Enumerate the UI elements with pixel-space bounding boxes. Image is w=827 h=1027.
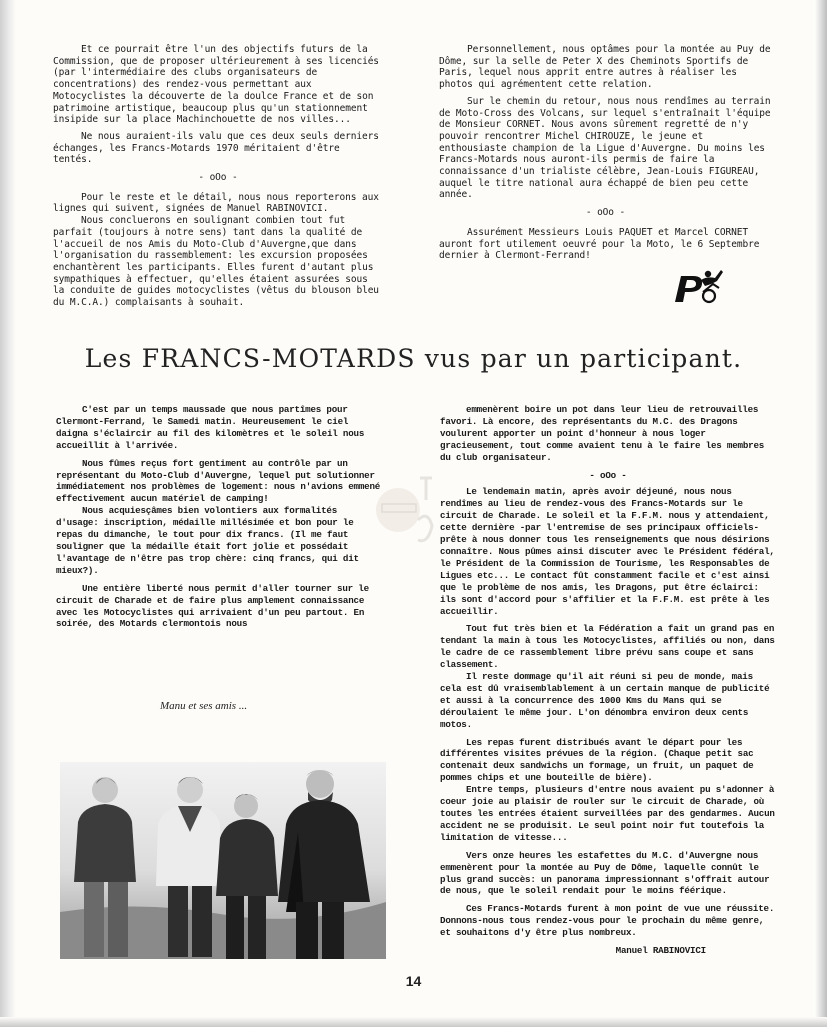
page-number: 14: [405, 973, 422, 989]
paragraph: Nous acquiesçâmes bien volontiers aux formalités d'usage: inscription, médaille millésimée et bon pour le repas du dimanche, le tout pour dix francs. (Il me faut souligner que la médaille était fort jolie et possédait l'avantage de n'être pas trop chère: cinq francs, qui dit mieux?).: [56, 505, 359, 576]
paragraph: Tout fut très bien et la Fédération a fait un grand pas en tendant la main à tous les Motocyclistes, affiliés ou non, dans le cadre de ce rassemblement libre prévu sans coupe et sans classement.: [440, 623, 775, 671]
paragraph: Entre temps, plusieurs d'entre nous avaient pu s'adonner à coeur joie au plaisir de rouler sur le circuit de Charade, où toutes les entrées étaient surveillées par des gendarmes. Aucun accident ne se produisit. Le seul point noir fut toutefois la limitation de vitesse...: [440, 784, 775, 843]
bottom-right-column: [440, 404, 776, 963]
paragraph: Ces Francs-Motards furent à mon point de vue une réussite. Donnons-nous tous rendez-vous pour le prochain du même genre, et souhaitons d'y être plus nombreux.: [440, 903, 775, 939]
paragraph: emmenèrent boire un pot dans leur lieu de retrouvailles favori. Là encore, des représentants du M.C. des Dragons voulurent apporter un point d'honneur à nous loger gracieusement, tout comme avaient tenu à le faire les membres du club organisateur.: [440, 404, 765, 463]
page-edge-shadow-left: [0, 0, 16, 1027]
paragraph: C'est par un temps maussade que nous partîmes pour Clermont-Ferrand, le Samedi matin. Heureusement le ciel daigna s'éclaircir au fil des kilomètres et le soleil nous accueillit à l'arrivée.: [56, 404, 365, 451]
paragraph: Il reste dommage qu'il ait réuni si peu de monde, mais cela est dû vraisemblablement à un certain manque de publicité et aussi à la concurrence des 1000 Kms du Mans qui se déroulaient le même jour. L'on dénombra environ deux cents motos.: [440, 671, 770, 730]
top-right-column: [439, 44, 772, 267]
paragraph: Ne nous auraient-ils valu que ces deux seuls derniers échanges, les Francs-Motards 1970 méritaient d'être tentés.: [53, 130, 379, 166]
section-separator: - oOo -: [589, 469, 627, 481]
paragraph: Une entière liberté nous permit d'aller tourner sur le circuit de Charade et de faire plus amplement connaissance avec les Motocyclistes qui arrivaient d'un peu partout. En soirée, des Motards clermontois nous: [56, 582, 369, 630]
paragraph: Vers onze heures les estafettes du M.C. d'Auvergne nous emmenèrent pour la montée au Puy de Dôme, laquelle connût le plus grand succès: un panorama impressionnant s'offrait autour de nous, que le soleil rendait pour le moins féérique.: [440, 849, 770, 897]
photo-caption: Manu et ses amis ...: [160, 700, 248, 712]
paragraph: Les repas furent distribués avant le départ pour les différentes visites prévues de la région. (Chaque petit sac contenait deux sandwichs un formage, un fruit, un paquet de pommes chips et une bouteille de bière).: [440, 736, 754, 784]
paragraph: Assurément Messieurs Louis PAQUET et Marcel CORNET auront fort utilement oeuvré pour la Moto, le 6 Septembre dernier à Clermont-Ferrand!: [439, 226, 760, 262]
paragraph: Et ce pourrait être l'un des objectifs futurs de la Commission, que de proposer ultérieurement à ses licenciés (par l'intermédiaire des clubs organisateurs de concentrations) des rendez-vous permettant aux Motocyclistes la découverte de la doulce France et de son patrimoine artistique, beaucoup plus qu'un stationnement insipide sur la place Machinchouette de nos villes...: [53, 44, 379, 126]
paragraph: Nous fûmes reçus fort gentiment au contrôle par un représentant du Moto-Club d'Auvergne, lequel put solutionner immédiatement nos problèmes de logement: nous n'avions emmené effectivement aucun matériel de camping!: [56, 457, 381, 505]
page-edge-shadow-bottom: [0, 1017, 827, 1027]
paragraph: Le lendemain matin, après avoir déjeuné, nous nous rendîmes au lieu de rendez-vous des Francs-Motards sur le circuit de Charade. Le soleil et la F.F.M. nous y attendaient, cette dernière -par l'entremise de ses principaux officiels- prête à nous donner tous les renseignements que nous désirions connaître. Nous pûmes ainsi discuter avec le Président fédéral, le Président de la Commission de Tourisme, les Responsables de Ligues etc... Le contact fût constamment facile et c'est ainsi que le problème de nos amis, les Dragons, put être éclairci: ils sont d'accord pour s'affilier et la F.F.M. est prête à les accueillir.: [440, 486, 775, 617]
article-headline: Les FRANCS-MOTARDS vus par un participant.: [84, 344, 743, 373]
paragraph: Sur le chemin du retour, nous nous rendîmes au terrain de Moto-Cross des Volcans, sur lequel s'entraînait l'équipe de Monsieur CORNET. Nous avons sûrement regretté de n'y pouvoir rencontrer Michel CHIROUZE, le jeune et enthousiaste champion de la Ligue d'Auvergne. Du moins les Francs-Motards nous auront-ils permis de faire la connaissance d'un trialiste célèbre, Jean-Louis FIGUREAU, auquel le titre national aura échappé de bien peu cette année.: [439, 95, 771, 201]
bottom-left-column: [56, 404, 384, 636]
paragraph: Pour le reste et le détail, nous nous reporterons aux lignes qui suivent, signées de Manuel RABINOVICI.: [53, 191, 379, 215]
section-separator: - oOo -: [198, 172, 238, 184]
section-separator: - oOo -: [585, 207, 626, 219]
paragraph: Nous concluerons en soulignant combien tout fut parfait (toujours à notre sens) tant dans la qualité de l'accueil de nos Amis du Moto-Club d'Auvergne,que dans l'organisation du rassemblement: les excursion proposées enchantèrent les participants. Elles furent d'autant plus sympathiques à effectuer, qu'elles étaient assurées sous la conduite de guides motocyclistes (vêtus du blouson bleu du M.C.A.) complaisants à souhait.: [53, 215, 379, 309]
page-edge-shadow-right: [815, 0, 827, 1027]
group-photograph: [60, 762, 386, 959]
author-signature: Manuel RABINOVICI: [615, 945, 706, 957]
paragraph: Personnellement, nous optâmes pour la montée au Puy de Dôme, sur la selle de Peter X des Cheminots Sportifs de Paris, lequel nous apprit entre autres à réaliser les photos qui agrémentent cette relation.: [439, 44, 771, 91]
top-left-column: [53, 44, 383, 314]
motorcyclist-logo-icon: [667, 262, 727, 306]
